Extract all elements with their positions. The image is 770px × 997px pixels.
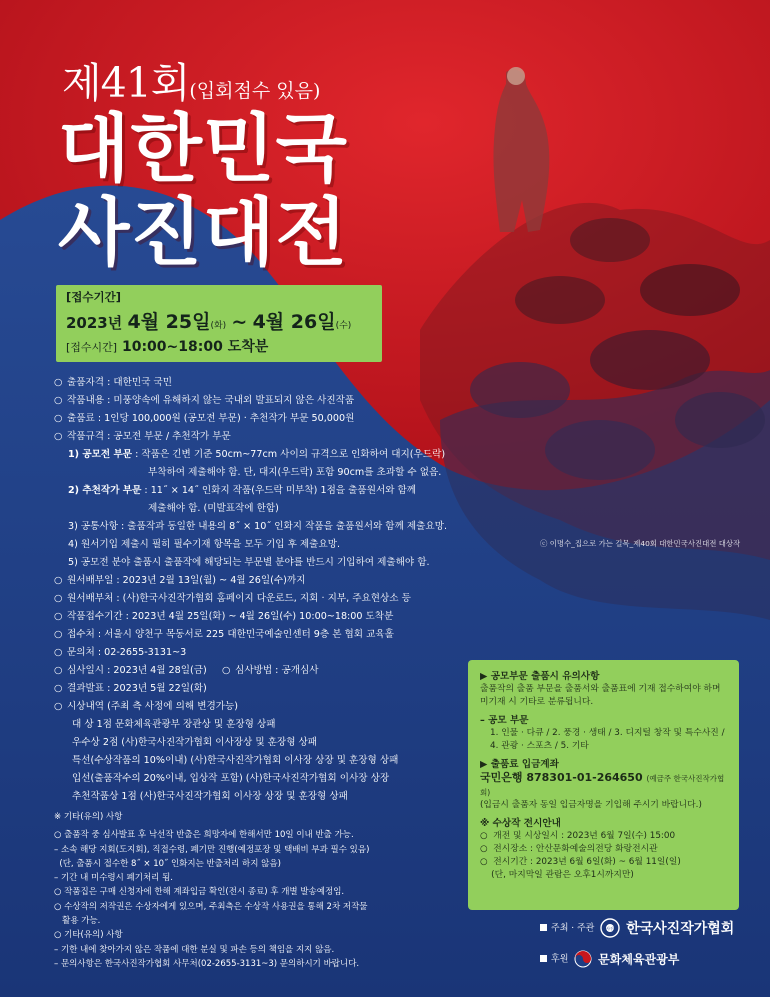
period-start-dow: (화): [210, 321, 227, 331]
edition-note: (입회점수 있음): [189, 80, 321, 102]
photo-caption: ⓒ 이명수_집으로 가는 길목_제40회 대한민국사진대전 대상작: [540, 539, 741, 548]
goat: [590, 330, 710, 390]
notice-title: ▶ 공모부문 출품시 유의사항: [480, 671, 600, 682]
goat: [515, 276, 605, 324]
edition-number: 제41회: [62, 59, 190, 107]
notice-text-1: 출품작의 출품 부문을 출품서와 출품표에 기재 접수하여야 하며: [480, 684, 721, 694]
goat: [545, 420, 655, 480]
note-item: 활용 가능.: [54, 916, 101, 927]
period-time: [66, 336, 372, 356]
note-item: (단, 출품시 접수한 8˝ × 10˝ 인화지는 반출처리 하지 않음): [54, 858, 281, 869]
info-result: ○ 결과발표 : 2023년 5월 22일(화): [54, 683, 207, 694]
goat: [570, 218, 650, 262]
exhibit-line-1: ○ 개전 및 시상일시 : 2023년 6월 7일(수) 15:00: [480, 831, 676, 841]
goat: [675, 392, 765, 448]
title-line-1: 대한민국: [58, 106, 348, 192]
note-item: – 소속 해당 지회(도지회), 직접수령, 폐기만 진행(예정포장 및 택배비 부과 필수 있음): [54, 844, 370, 855]
period-end: 4월 26일: [252, 311, 336, 333]
exhibit-line-4: (단, 마지막일 관람은 오후1시까지만): [480, 870, 634, 880]
square-bullet: [540, 924, 547, 931]
info-spec-2-cont: 제출해야 함. (미발표작에 한함): [148, 503, 279, 514]
notice-text-2: 미기재 시 기타로 분류됩니다.: [480, 697, 594, 707]
sponsor-org: 문화체육관광부: [598, 952, 680, 967]
exhibit-title: ※ 수상작 전시안내: [480, 818, 561, 829]
info-form-period: ○ 원서배부일 : 2023년 2월 13일(월) ~ 4월 26일(수)까지: [54, 575, 306, 586]
period-dates: [66, 307, 372, 334]
info-content: ○ 작품내용 : 미풍양속에 유해하지 않는 국내외 발표되지 않은 사진작품: [54, 395, 355, 406]
period-end-dow: (수): [335, 321, 352, 331]
award-excellence: 우수상 2점 (사)한국사진작가협회 이사장상 및 훈장형 상패: [72, 737, 318, 748]
bank-holder: (예금주 한국사진작가협회): [480, 774, 725, 797]
period-year: 2023년: [66, 314, 123, 332]
award-special: 특선(수상작품의 10%이내) (사)한국사진작가협회 이사장 상장 및 훈장형 상패: [72, 755, 399, 766]
host-label: 주최 · 주관: [551, 923, 595, 934]
square-bullet: [540, 955, 547, 962]
association-seal-icon: [600, 918, 620, 938]
exhibit-line-2: ○ 전시장소 : 안산문화예술의전당 화랑전시관: [480, 844, 658, 854]
info-qualification: ○ 출품자격 : 대한민국 국민: [54, 377, 173, 388]
notes-title: ※ 기타(유의) 사항: [54, 812, 123, 822]
info-spec-5: 5) 공모전 분야 출품시 출품작에 해당되는 부문별 분야를 반드시 기입하여 제출해야 함.: [68, 557, 430, 568]
info-judging: ○ 심사일시 : 2023년 4월 28일(금) ○ 심사방법 : 공개심사: [54, 665, 319, 676]
info-receipt-place: ○ 접수처 : 서울시 양천구 목동서로 225 대한민국예술인센터 9층 본 협회 교육홀: [54, 629, 394, 640]
info-awards-title: ○ 시상내역 (주최 측 사정에 의해 변경가능): [54, 701, 239, 712]
goat: [640, 264, 740, 316]
award-grand: 대 상 1점 문화체육관광부 장관상 및 훈장형 상패: [72, 719, 276, 730]
side-info-box: [468, 660, 739, 910]
host-org: 한국사진작가협회: [626, 921, 735, 937]
category-line-2: 4. 관광 · 스포츠 / 5. 기타: [490, 741, 589, 751]
category-line-1: 1. 인물 · 다큐 / 2. 풍경 · 생태 / 3. 디지털 창작 및 특수사진 /: [490, 728, 725, 738]
info-list: [54, 374, 494, 806]
note-item: ○ 수상작의 저작권은 수상자에게 있으며, 주최측은 수상작 사용권을 통해 2차 저작물: [54, 901, 368, 912]
time-value: 10:00~18:00 도착분: [121, 339, 269, 355]
info-spec-3: 3) 공통사항 : 출품작과 동일한 내용의 8˝ × 10˝ 인화지 작품을 출품원서와 함께 제출요망.: [68, 521, 448, 532]
account-title: ▶ 출품료 입금계좌: [480, 759, 559, 770]
info-spec-1-cont: 부착하여 제출해야 함. 단, 대지(우드락) 포함 90cm를 초과할 수 없음.: [148, 467, 442, 478]
sponsor-label: 후원: [551, 954, 569, 965]
award-selected: 입선(출품작수의 20%이내, 입상작 포함) (사)한국사진작가협회 이사장 상장: [72, 773, 390, 784]
info-fee: ○ 출품료 : 1인당 100,000원 (공모전 부문) · 추천작가 부문 50,000원: [54, 413, 355, 424]
footer-sponsor: [540, 950, 679, 968]
info-receipt-period: ○ 작품접수기간 : 2023년 4월 25일(화) ~ 4월 26일(수) 10:00~18:00 도착분: [54, 611, 394, 622]
info-form-place: ○ 원서배부처 : (사)한국사진작가협회 홈페이지 다운로드, 지회 · 지부, 주요현상소 등: [54, 593, 411, 604]
info-spec-title: ○ 작품규격 : 공모전 부문 / 추천작가 부문: [54, 431, 231, 442]
period-start: 4월 25일: [127, 311, 211, 333]
note-item: – 문의사항은 한국사진작가협회 사무처(02-2655-3131~3) 문의하시기 바랍니다.: [54, 958, 360, 969]
submission-period-box: [56, 285, 382, 362]
period-label: [접수기간]: [66, 290, 121, 304]
svg-text:사진: 사진: [606, 926, 615, 931]
shepherd-head: [507, 67, 525, 85]
time-label: [접수시간]: [66, 341, 118, 354]
taegeuk-icon: [574, 950, 592, 968]
note-item: ○ 작품집은 구매 신청자에 한해 계좌입금 확인(전시 종료) 후 개별 발송예정임.: [54, 887, 345, 898]
note-item: ○ 출품작 중 심사발표 후 낙선작 반출은 희망자에 한해서만 10일 이내 반출 가능.: [54, 830, 354, 841]
footer-host: [540, 918, 734, 938]
edition-heading: [62, 50, 320, 109]
note-item: – 기간 내 미수령시 폐기처리 됨.: [54, 873, 173, 884]
info-spec-4: 4) 원서기입 제출시 필히 필수기재 항목을 모두 기입 후 제출요망.: [68, 539, 341, 550]
notes-section: [54, 810, 474, 971]
bank-account: 국민은행 878301-01-264650 (예금주 한국사진작가협회): [480, 771, 725, 797]
award-recommended: 추천작품상 1점 (사)한국사진작가협회 이사장 상장 및 훈장형 상패: [72, 791, 348, 802]
info-contact: ○ 문의처 : 02-2655-3131~3: [54, 647, 187, 658]
note-item: – 기한 내에 찾아가지 않은 작품에 대한 분실 및 파손 등의 책임을 지지 않음.: [54, 944, 335, 955]
category-title: – 공모 부문: [480, 715, 529, 726]
bank-note: (입금시 출품자 동일 입금자명을 기입해 주시기 바랍니다.): [480, 800, 702, 810]
info-spec-2: 2) 추천작가 부문 : 11˝ × 14˝ 인화지 작품(우드락 미부착) 1점을 출품원서와 함께: [68, 485, 417, 496]
note-item: ○ 기타(유의) 사항: [54, 930, 123, 941]
info-spec-1: 1) 공모전 부문 : 작품은 긴변 기준 50cm~77cm 사이의 규격으로 인화하여 대지(우드락): [68, 449, 446, 460]
title-line-2: 사진대전: [58, 190, 348, 276]
exhibit-line-3: ○ 전시기간 : 2023년 6월 6일(화) ~ 6월 11일(일): [480, 857, 681, 867]
period-tilde: ~: [231, 311, 248, 333]
